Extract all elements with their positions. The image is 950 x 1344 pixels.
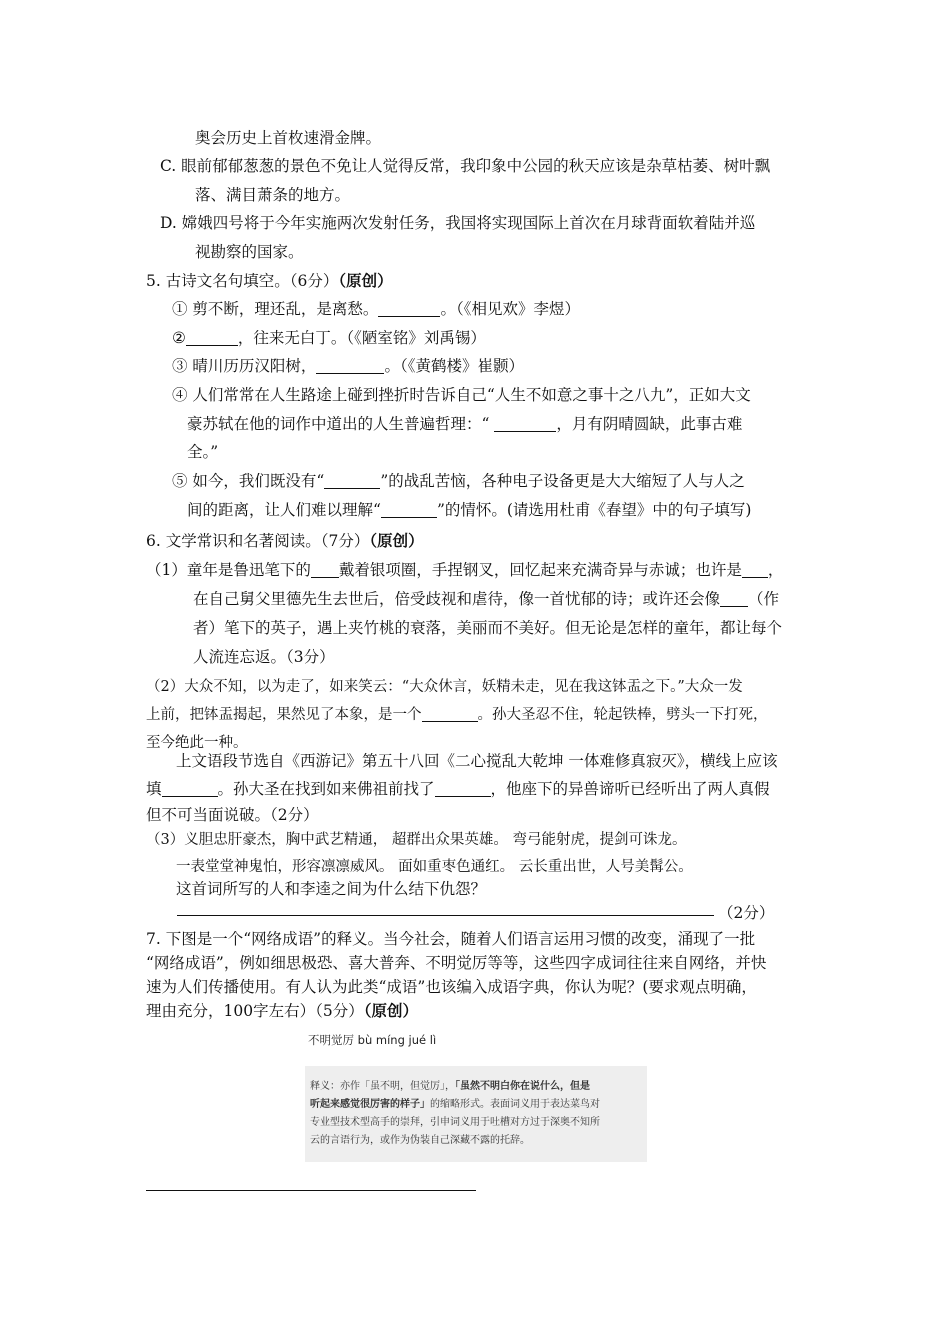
blank[interactable]	[742, 561, 768, 578]
question-6-1-line-3: 者）笔下的英子，遇上夹竹桃的衰落，美丽而不美好。但无论是怎样的童年，都让每个	[193, 619, 783, 637]
blank[interactable]	[494, 415, 556, 432]
original-tag: （原创）	[369, 531, 424, 550]
question-6-2-line-2: 上前，把钵盂揭起，果然见了本象，是一个 。孙大圣忍不住，轮起铁棒，劈头一下打死，	[146, 707, 768, 723]
question-7-line-2: “网络成语”，例如细思极恐、喜大普奔、不明觉厉等等，这些四字成词往往来自网络，并快	[146, 954, 767, 972]
definition-line-2: 听起来感觉很厉害的样子」的缩略形式。表面词义用于表达菜鸟对	[310, 1099, 600, 1110]
question-5-item-5-line-1: ⑤ 如今，我们既没有“ ”的战乱苦恼，各种电子设备更是大大缩短了人与人之	[172, 472, 745, 490]
question-5-item-4-line-3: 全。”	[187, 443, 219, 461]
answer-line[interactable]	[177, 915, 714, 916]
option-c-line-1: C. 眼前郁郁葱葱的景色不免让人觉得反常，我印象中公园的秋天应该是杂草枯萎、树叶飘	[160, 157, 771, 175]
question-6-2-line-1: （2）大众不知，以为走了，如来笑云：“大众休言，妖精未走，见在我这钵盂之下。”大众一发	[146, 679, 743, 695]
question-6-title: 6. 文学常识和名著阅读。（7分）（原创）	[146, 531, 424, 550]
blank[interactable]	[186, 329, 238, 346]
blank[interactable]	[422, 705, 478, 722]
blank[interactable]	[378, 300, 440, 317]
original-tag: （原创）	[363, 1001, 418, 1020]
blank[interactable]	[311, 561, 339, 578]
blank[interactable]	[435, 780, 491, 797]
option-c-line-2: 落、满目萧条的地方。	[195, 186, 351, 204]
blank[interactable]	[720, 590, 748, 607]
question-5-item-3: ③ 晴川历历汉阳树， 。（《黄鹤楼》崔颢）	[172, 357, 524, 375]
question-6-3-question: 这首词所写的人和李逵之间为什么结下仇怨？	[176, 880, 487, 898]
question-5-title: 5. 古诗文名句填空。（6分）（原创）	[146, 271, 393, 290]
question-6-1-line-4: 人流连忘返。（3分）	[193, 648, 335, 666]
question-6-3-score: （2分）	[718, 904, 775, 922]
option-d-line-1: D. 嫦娥四号将于今年实施两次发射任务，我国将实现国际上首次在月球背面软着陆并巡	[160, 214, 756, 232]
question-6-3-poem-line-1: （3）义胆忠肝豪杰，胸中武艺精通， 超群出众果英雄。 弯弓能射虎，提剑可诛龙。	[146, 832, 687, 848]
question-5-item-4-line-2: 豪苏轼在他的词作中道出的人生普遍哲理：“ ，月有阴晴圆缺，此事古难	[187, 415, 743, 433]
question-5-item-5-line-2: 间的距离，让人们难以理解“ ”的情怀。(请选用杜甫《春望》中的句子填写)	[187, 501, 752, 519]
question-6-2-line-3: 至今绝此一种。	[146, 735, 248, 751]
question-6-1-line-1: （1）童年是鲁迅笔下的 戴着银项圈，手捏钢叉，回忆起来充满奇异与赤诚；也许是 ，	[146, 561, 784, 579]
question-6-3-poem-line-2: 一表堂堂神鬼怕，形容凛凛威风。 面如重枣色通红。 云长重出世，人号美髯公。	[176, 859, 693, 875]
question-6-2-line-6: 但不可当面说破。（2分）	[146, 806, 319, 824]
idiom-definition-box	[305, 1066, 647, 1162]
question-7-line-3: 速为人们传播使用。有人认为此类“成语”也该编入成语字典，你认为呢？(要求观点明确，	[146, 978, 757, 996]
question-6-2-line-5: 填 。孙大圣在找到如来佛祖前找了 ，他座下的异兽谛听已经听出了两人真假	[146, 780, 770, 798]
question-5-item-4-line-1: ④ 人们常常在人生路途上碰到挫折时告诉自己“人生不如意之事十之八九”，正如大文	[172, 386, 751, 404]
definition-line-1: 释义：亦作「虽不明，但觉厉」，「虽然不明白你在说什么，但是	[310, 1081, 590, 1092]
question-5-item-1: ① 剪不断，理还乱，是离愁。 。（《相见欢》李煜）	[172, 300, 580, 318]
question-5-item-2: ② ，往来无白丁。（《陋室铭》刘禹锡）	[172, 329, 486, 347]
footnote-rule	[146, 1190, 476, 1191]
option-b-continuation: 奥会历史上首枚速滑金牌。	[195, 129, 382, 147]
idiom-definition-image	[305, 1024, 647, 1162]
blank[interactable]	[162, 780, 218, 797]
blank[interactable]	[316, 357, 384, 374]
option-d-line-2: 视勘察的国家。	[195, 243, 304, 261]
blank[interactable]	[381, 501, 437, 518]
question-7-line-1: 7. 下图是一个“网络成语”的释义。当今社会，随着人们语言运用习惯的改变，涌现了一批	[146, 930, 756, 948]
question-6-1-line-2: 在自己舅父里德先生去世后，倍受歧视和虐待，像一首忧郁的诗；或许还会像 （作	[193, 590, 780, 608]
original-tag: （原创）	[338, 271, 393, 290]
question-7-line-4: 理由充分，100字左右）（5分）（原创）	[146, 1001, 418, 1020]
question-6-2-line-4: 上文语段节选自《西游记》第五十八回《二心搅乱大乾坤 一体难修真寂灭》，横线上应该	[176, 752, 778, 770]
definition-line-3: 专业型技术型高手的崇拜，引申词义用于吐槽对方过于深奥不知所	[310, 1117, 600, 1128]
blank[interactable]	[324, 472, 380, 489]
idiom-title: 不明觉厉 bù míng jué lì	[308, 1033, 437, 1047]
definition-line-4: 云的言语行为，或作为伪装自己深藏不露的托辞。	[310, 1135, 530, 1146]
